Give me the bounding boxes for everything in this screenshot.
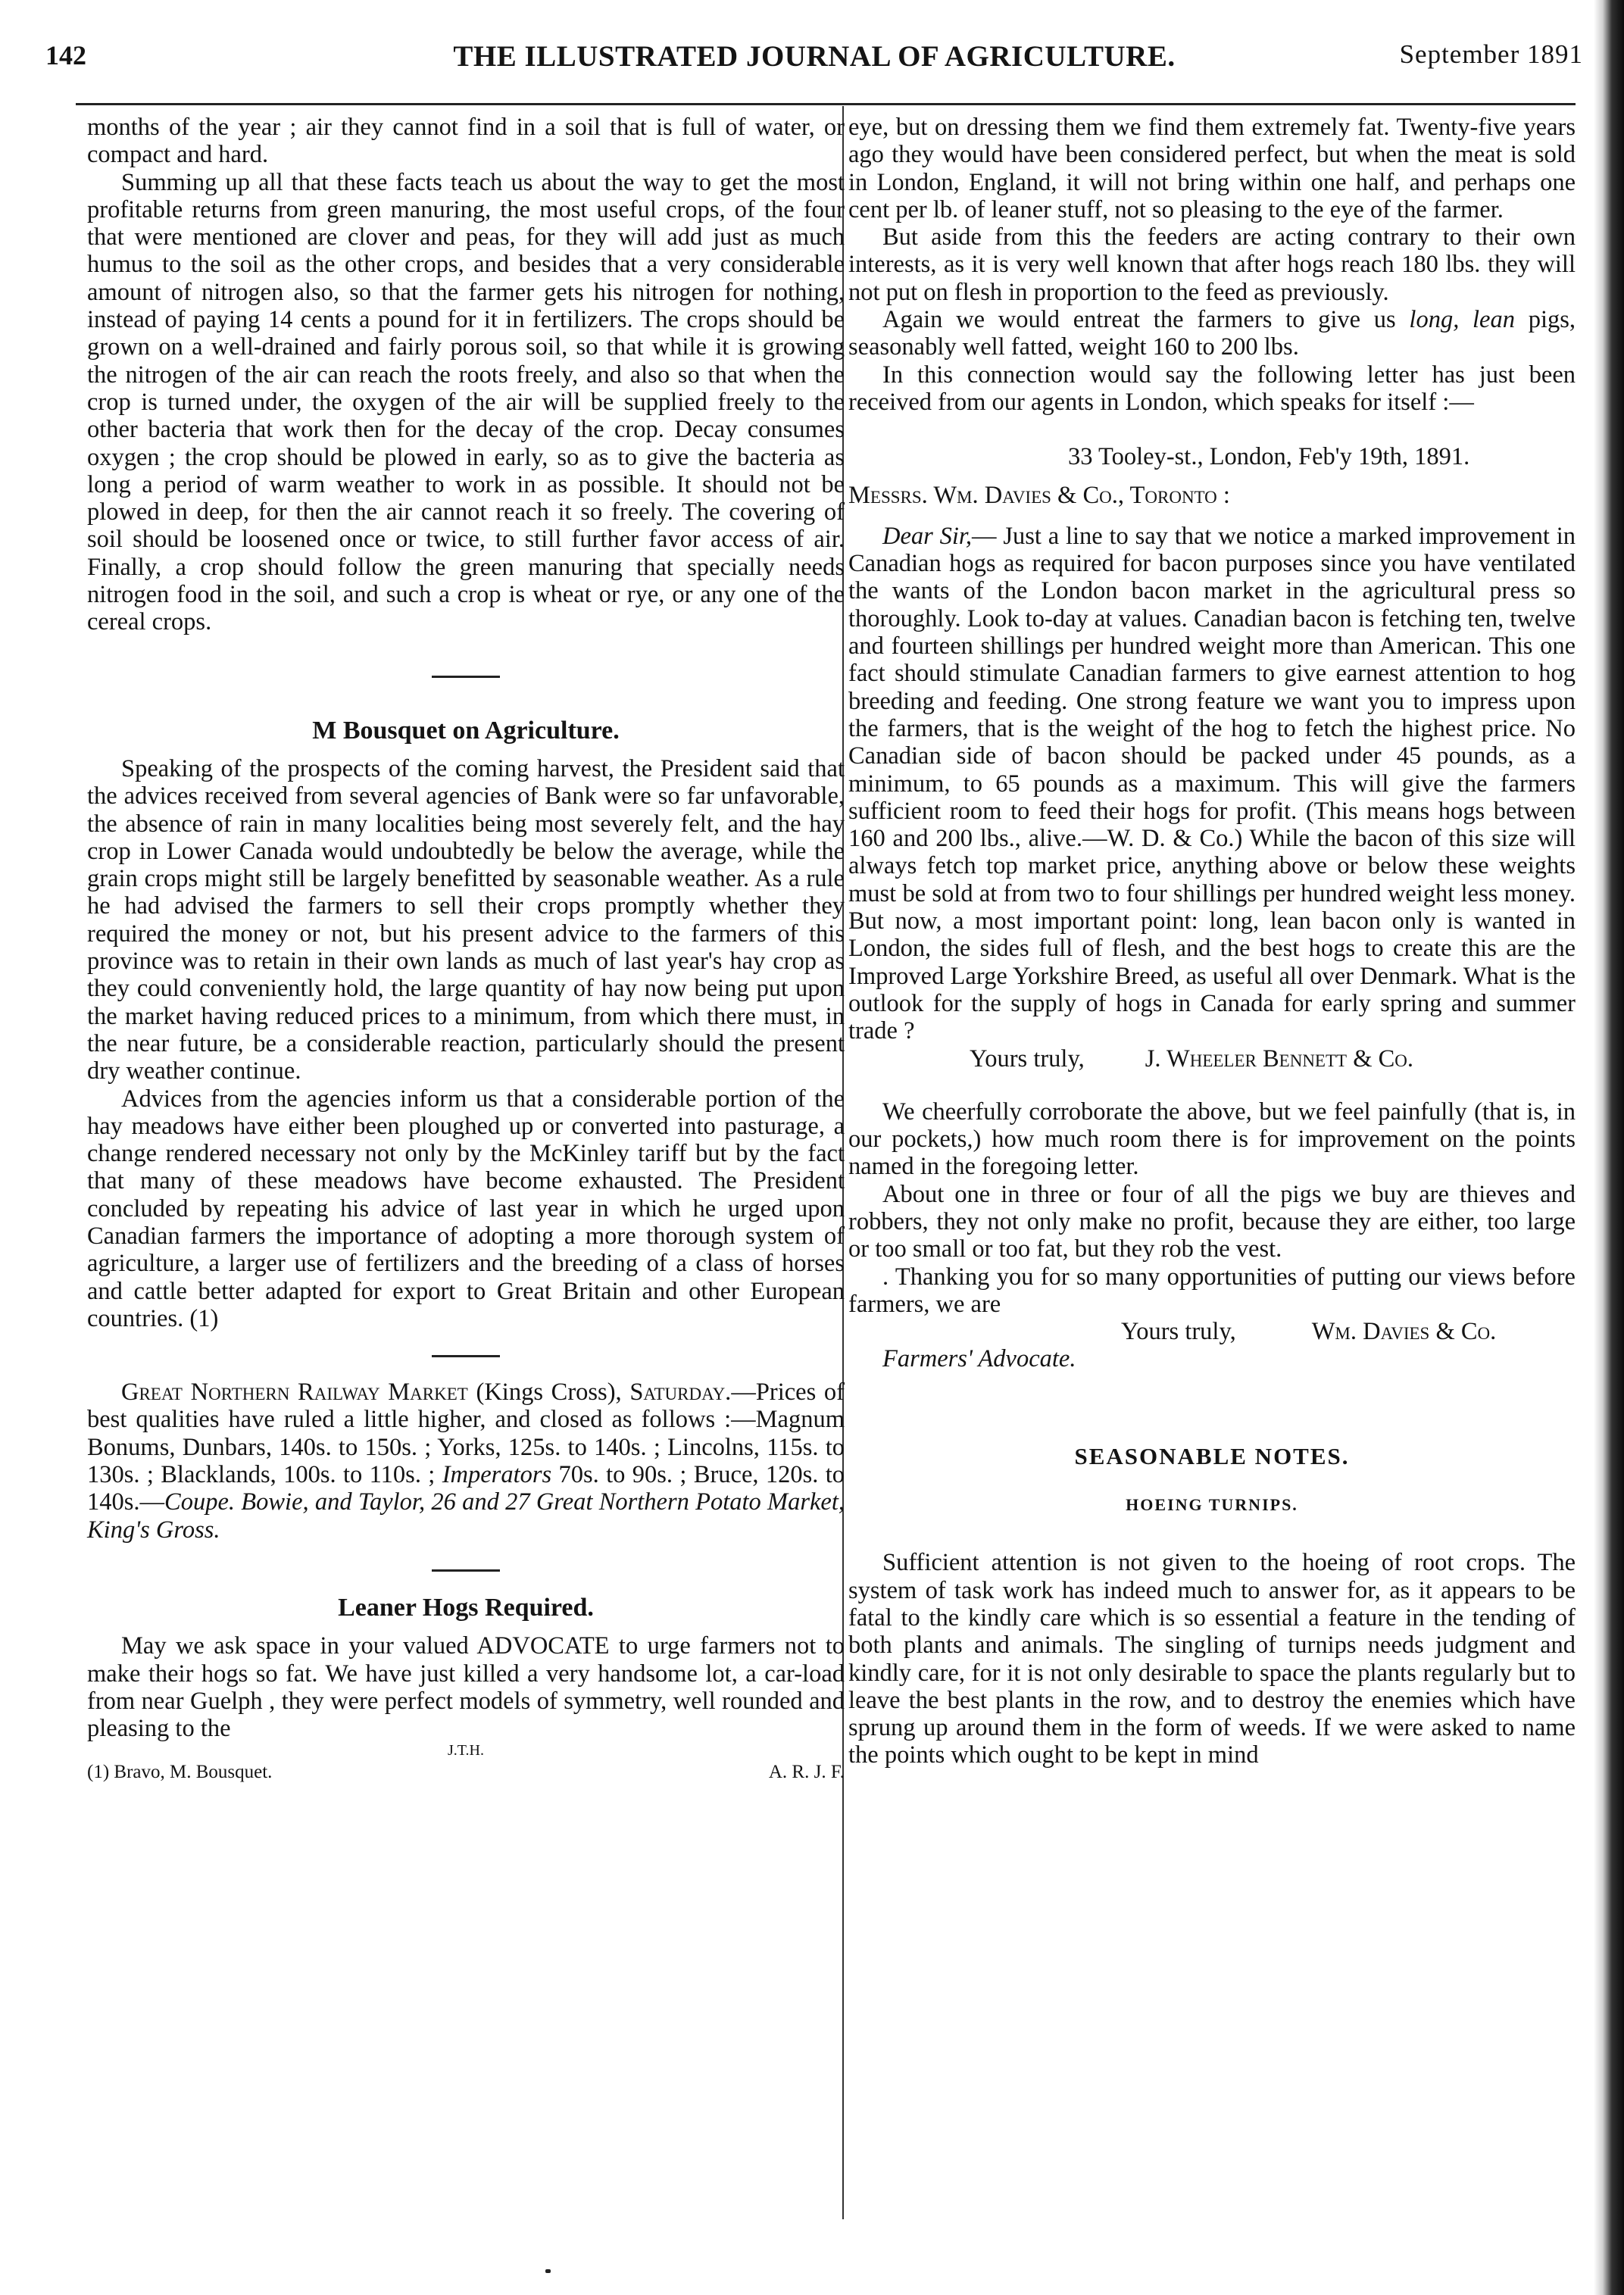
paragraph: Again we would entreat the farmers to give us long, lean pigs, seasonably well fatted, weight 160 to 200 lbs. bbox=[848, 306, 1576, 361]
letter-closing: Yours truly, bbox=[970, 1044, 1085, 1073]
paragraph: About one in three or four of all the pigs we buy are thieves and robbers, they not only make no profit, because they are either, too large or too small or too fat, but they rob the vest. bbox=[848, 1180, 1576, 1263]
signoff bbox=[848, 1318, 1576, 1345]
market-lead: Great Northern Railway Market bbox=[121, 1379, 468, 1407]
letter-signoff bbox=[848, 1045, 1576, 1073]
footnote bbox=[87, 1759, 845, 1786]
section-divider bbox=[432, 1355, 500, 1357]
section-heading-seasonable: SEASONABLE NOTES. bbox=[1074, 1442, 1350, 1469]
article-heading-bousquet: M Bousquet on Agriculture. bbox=[312, 716, 620, 745]
paragraph: Advices from the agencies inform us that a considerable portion of the hay meadows have either been ploughed up or converted into pasturage, a change rendered necessary not only by the McKinley tariff but by the fact that many of these meadows have become exhausted. The President concluded by repeating his advice of last year in which he urged upon Canadian farmers the importance of adopting a more thorough system of agriculture, a larger use of fertilizers and the breeding of a class of horses and cattle better adapted for export to Great Britain and other European countries. (1) bbox=[87, 1085, 845, 1332]
letter-body: Dear Sir,— Just a line to say that we notice a marked improvement in Canadian hogs as required for bacon purposes since you have ventilated the wants of the London bacon market in the agricultural press so thoroughly. Look to-day at values. Canadian bacon is fetching ten, twelve and fourteen shillings per hundred weight more than American. This one fact should stimulate Canadian farmers to give earnest attention to hog breeding and feeding. One strong feature we want you to impress upon the farmers, that is the weight of the hog to fetch the highest price. No Canadian side of bacon should be packed under 45 pounds, as a minimum, to 65 pounds as a maximum. This will give the farmers sufficient room to feed their hogs for profit. (This means hogs between 160 and 200 lbs., alive.—W. D. & Co.) While the bacon of this size will always fetch top market price, anything above or below these weights must be sold at from two to four shillings per hundred weight less money. But now, a most important point: long, lean bacon only is wanted in London, the sides full of flesh, and the best hogs to create this are the Improved Large Yorkshire Breed, as useful all over Denmark. What is the outlook for the supply of hogs in Canada for early spring and summer trade ? bbox=[848, 522, 1576, 1045]
print-mark bbox=[545, 2269, 551, 2273]
signature: Wm. Davies & Co. bbox=[1311, 1318, 1497, 1346]
footnote-text: (1) Bravo, M. Bousquet. bbox=[87, 1762, 273, 1783]
letter-salutation: Dear Sir, bbox=[882, 522, 973, 550]
left-column bbox=[87, 114, 845, 1787]
letter-signature: J. Wheeler Bennett & Co. bbox=[1145, 1044, 1414, 1073]
header-rule bbox=[76, 103, 1576, 105]
footnote-mark: J.T.H. bbox=[448, 1742, 484, 1760]
scan-edge bbox=[1594, 0, 1624, 2295]
issue-date: September 1891 bbox=[1399, 39, 1583, 69]
article-heading-leaner-hogs: Leaner Hogs Required. bbox=[338, 1593, 594, 1622]
paragraph: May we ask space in your valued ADVOCATE to urge farmers not to make their hogs so fat. We have just killed a very handsome lot, a car-load from near Guelph , they were perfect models of symmetry, well rounded and pleasing to the bbox=[87, 1632, 845, 1743]
journal-title: THE ILLUSTRATED JOURNAL OF AGRICULTURE. bbox=[453, 40, 1176, 73]
page-number: 142 bbox=[45, 40, 86, 70]
letter-address: 33 Tooley-st., London, Feb'y 19th, 1891. bbox=[1068, 443, 1470, 471]
paragraph: eye, but on dressing them we find them extremely fat. Twenty-five years ago they would have been considered perfect, but when the meat is sold in London, England, it will not bring within one half, and perhaps one cent per lb. of leaner stuff, not so pleasing to the eye of the farmer. bbox=[848, 114, 1576, 223]
paragraph: Summing up all that these facts teach us about the way to get the most profitable returns from green manuring, the most useful crops, of the four that were mentioned are clover and peas, for they will add just as much humus to the soil as the other crops, and besides that a very considerable amount of nitrogen also, so that the farmer gets his nitrogen for nothing, instead of paying 14 cents a pound for it in fertilizers. The crops should be grown on a well-drained and fairly porous soil, so that while it is growing the nitrogen of the air can reach the roots freely, and also so that when the crop is turned under, the oxygen of the air will be supplied freely to the other bacteria that work then for the decay of the crop. Decay consumes oxygen ; the crop should be plowed in early, so as to give the bacteria as long a period of warm weather to work in as possible. It should not be plowed in deep, for then the air cannot reach it so freely. The covering of soil should be loosened once or twice, to still further favor access of air. Finally, a crop should follow the green manuring that specially needs nitrogen food in the soil, and such a crop is wheat or rye, or any one of the cereal crops. bbox=[87, 168, 845, 636]
section-divider bbox=[432, 676, 500, 678]
section-divider bbox=[432, 1569, 500, 1572]
paragraph: We cheerfully corroborate the above, but we feel painfully (that is, in our pockets,) how much room there is for improvement on the points named in the foregoing letter. bbox=[848, 1098, 1576, 1181]
letter-recipient: Messrs. Wm. Davies & Co., Toronto : bbox=[848, 481, 1230, 509]
paragraph: Sufficient attention is not given to the hoeing of root crops. The system of task work has indeed much to answer for, as it appears to be fatal to the kindly care which is so essential a feature in the tending of both plants and animals. The singling of turnips needs judgment and kindly care, for it is not only desirable to space the plants regularly but to leave the best plants in the row, and to destroy the enemies which have sprung up around them in the form of weeds. If we were asked to name the points which ought to be kept in mind bbox=[848, 1549, 1576, 1769]
footnote-initials: A. R. J. F. bbox=[768, 1762, 845, 1783]
closing: Yours truly, bbox=[1121, 1318, 1236, 1346]
paragraph: months of the year ; air they cannot find in a soil that is full of water, or compact and hard. bbox=[87, 114, 845, 169]
paragraph: In this connection would say the following letter has just been received from our agents in London, which speaks for itself :— bbox=[848, 361, 1576, 416]
source-credit: Farmers' Advocate. bbox=[882, 1345, 1076, 1373]
page-header bbox=[45, 39, 1583, 85]
market-source: Coupe. Bowie, and Taylor, 26 and 27 Great Northern Potato Market, King's Gross. bbox=[87, 1488, 845, 1544]
market-report: Great Northern Railway Market (Kings Cross), Saturday.—Prices of best qualities have ruled a little higher, and closed as follows :—Magnum Bonums, Dunbars, 140s. to 150s. ; Yorks, 125s. to 140s. ; Lincolns, 115s. to 130s. ; Blacklands, 100s. to 110s. ; Imperators 70s. to 90s. ; Bruce, 120s. to 140s.—Coupe. Bowie, and Taylor, 26 and 27 Great Northern Potato Market, King's Gross. bbox=[87, 1379, 845, 1544]
paragraph: . Thanking you for so many opportunities of putting our views before farmers, we are bbox=[848, 1263, 1576, 1318]
paragraph: Speaking of the prospects of the coming harvest, the President said that the advices received from several agencies of Bank were so far unfavorable, the absence of rain in many localities being most severely felt, and the hay crop in Lower Canada would undoubtedly be below the average, while the grain crops might still be largely benefitted by seasonable weather. As a rule he had advised the farmers to sell their crops promptly whether they required the money or not, but his present advice to the farmers of this province was to retain in their own lands as much of last year's hay crop as they could conveniently hold, the large quantity of hay now being put upon the market having reduced prices to a minimum, from which there must, in the near future, be a considerable reaction, particularly should the present dry weather continue. bbox=[87, 754, 845, 1085]
right-column bbox=[848, 114, 1576, 1769]
subheading-hoeing: HOEING TURNIPS. bbox=[1126, 1495, 1298, 1515]
paragraph: But aside from this the feeders are acting contrary to their own interests, as it is very well known that after hogs reach 180 lbs. they will not put on flesh in proportion to the feed as previously. bbox=[848, 223, 1576, 306]
